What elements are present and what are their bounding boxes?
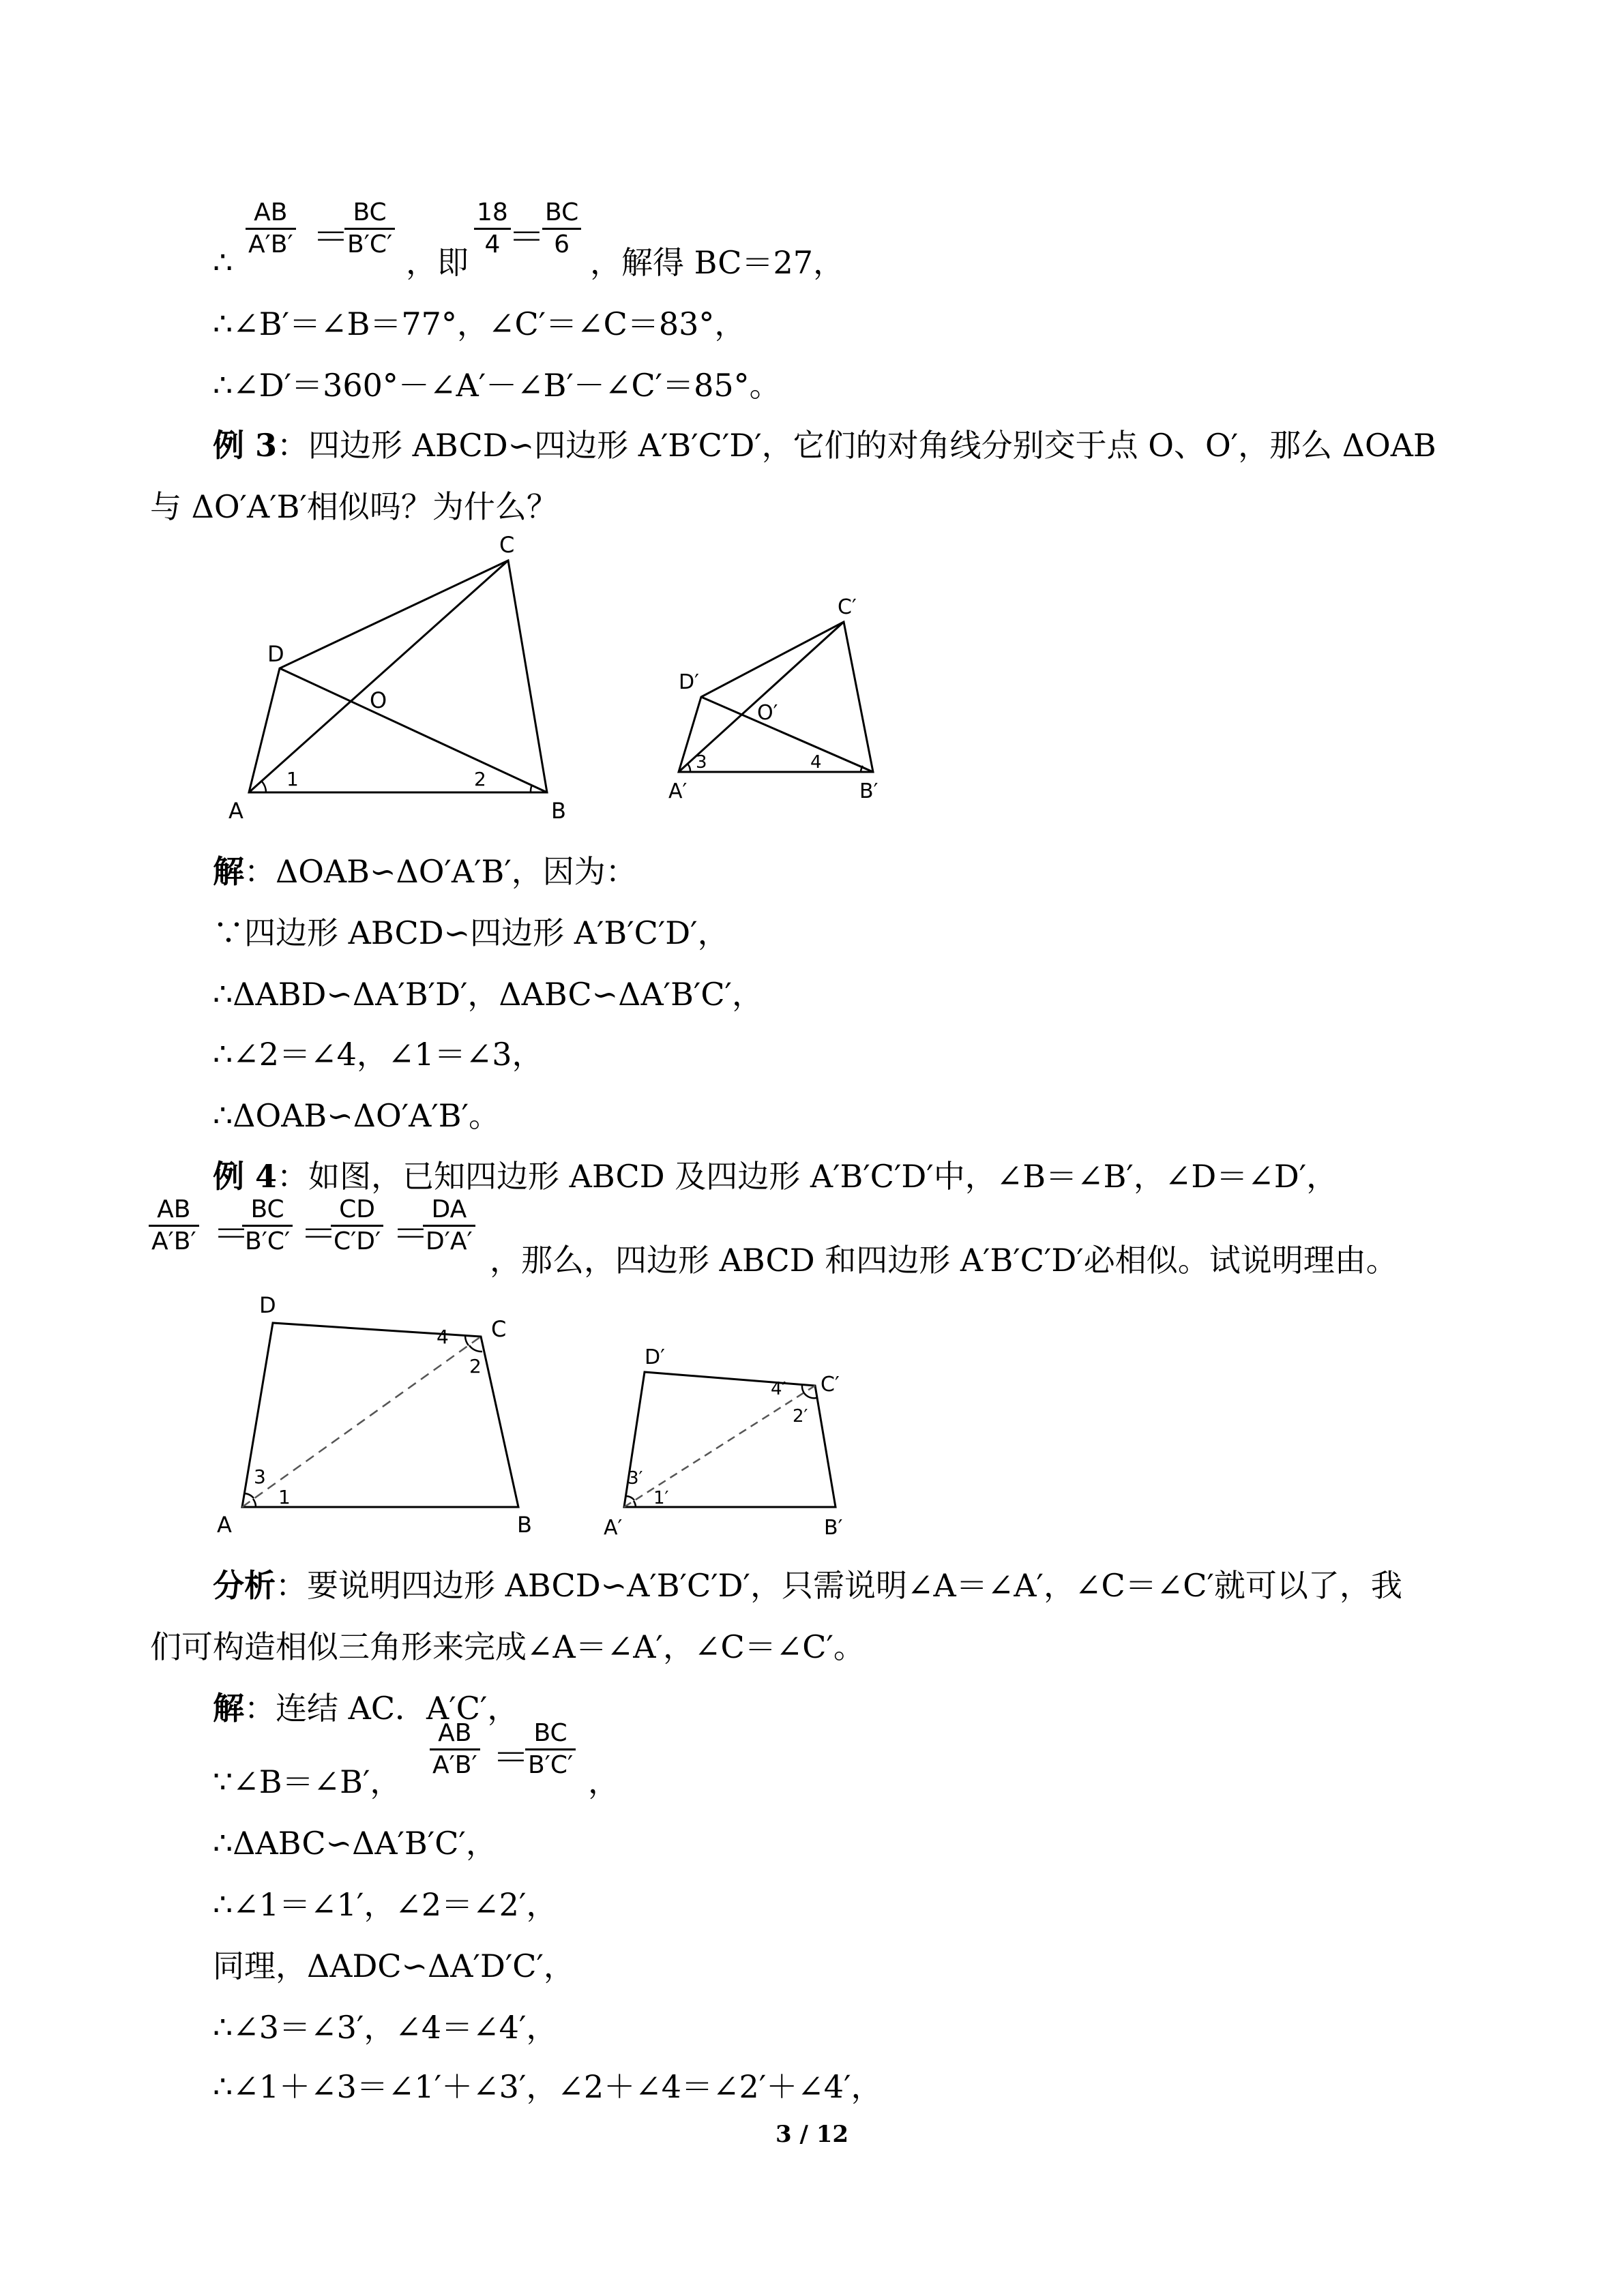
label-b: B — [517, 1512, 532, 1538]
line-1-mid: ，即 — [406, 244, 469, 281]
label-o': O′ — [757, 701, 778, 725]
solution-3-step-1: ∵四边形 ABCD∽四边形 A′B′C′D′， — [213, 914, 729, 951]
label-c: C — [499, 532, 515, 558]
fraction-bc-over-b'c': $\frac{BC}{B'C'}$ — [242, 1195, 293, 1257]
example-3-label: 例 3 — [213, 427, 278, 464]
solution-3-line: 解：ΔOAB∽ΔO′A′B′，因为： — [213, 853, 637, 890]
fraction-ab-over-a'b': $\frac{AB}{A'B'}$ — [149, 1195, 199, 1257]
line-2: ∴∠B′＝∠B＝77°，∠C′＝∠C＝83°， — [213, 305, 746, 342]
example-4-line-1: 例 4：如图，已知四边形 ABCD 及四边形 A′B′C′D′中，∠B＝∠B′，∠D＝∠D′， — [213, 1158, 1338, 1195]
quad-abcd-outline — [249, 561, 547, 792]
angle-3-label: 3 — [696, 752, 707, 773]
solution-3-step-2: ∴ΔABD∽ΔA′B′D′，ΔABC∽ΔA′B′C′， — [213, 976, 763, 1013]
equals-sign: ＝ — [492, 1736, 529, 1779]
fraction-bc-over-b'c': $\frac{BC}{B'C'}$ — [525, 1718, 576, 1780]
label-d': D′ — [679, 670, 699, 694]
dashed-diagonal-a'c' — [624, 1386, 815, 1507]
label-o: O — [370, 687, 387, 713]
solution-3-step-3: ∴∠2＝∠4，∠1＝∠3， — [213, 1036, 544, 1073]
label-c': C′ — [838, 595, 857, 619]
angle-2-arc — [531, 785, 532, 792]
solution-4-step-2: ∴ΔABC∽ΔA′B′C′， — [213, 1825, 497, 1862]
angle-1-arc — [253, 1499, 256, 1507]
line-1-suffix: ，解得 BC＝27， — [590, 244, 845, 281]
figure-quad-abcd-ex4 — [211, 1285, 552, 1545]
fraction-18-over-4: $\frac{18}{4}$ — [474, 198, 511, 260]
label-a': A′ — [668, 779, 688, 803]
solution-4-step-1-prefix: ∵∠B＝∠B′， — [213, 1763, 402, 1800]
diagonal-ac — [249, 561, 508, 792]
solution-4-step-1-suffix: ， — [588, 1763, 619, 1800]
example-4-line-2: ，那么，四边形 ABCD 和四边形 A′B′C′D′必相似。试说明理由。 — [490, 1242, 1398, 1279]
angle-4-label: 4 — [810, 752, 822, 773]
fraction-bc-over-b'c': $\frac{BC}{B'C'}$ — [344, 198, 395, 260]
label-a: A — [228, 798, 243, 824]
label-a': A′ — [604, 1516, 623, 1540]
angle-1'-label: 1′ — [653, 1488, 669, 1508]
angle-1-label: 1 — [286, 768, 299, 790]
analysis-line-1: 分析：要说明四边形 ABCD∽A′B′C′D′，只需说明∠A＝∠A′，∠C＝∠C′就可以了，我 — [213, 1567, 1402, 1604]
solution-3-step-4: ∴ΔOAB∽ΔO′A′B′。 — [213, 1097, 501, 1134]
figure-quad-abcd — [218, 532, 600, 825]
example-3-line-1: 例 3：四边形 ABCD∽四边形 A′B′C′D′，它们的对角线分别交于点 O、O′，那么 ΔOAB — [213, 427, 1436, 464]
solution-4-line: 解：连结 AC．A′C′， — [213, 1690, 519, 1727]
solution-4-step-3: ∴∠1＝∠1′，∠2＝∠2′， — [213, 1886, 558, 1923]
solution-4-label: 解 — [213, 1690, 244, 1727]
equals-sign: ＝ — [392, 1212, 429, 1255]
line-1-prefix: ∴ — [213, 244, 233, 281]
label-d: D — [259, 1292, 276, 1318]
fraction-cd-over-c'd': $\frac{CD}{C'D'}$ — [331, 1195, 383, 1257]
figure-quad-abcd-prime — [655, 586, 914, 805]
analysis-label: 分析 — [213, 1567, 276, 1604]
analysis-line-2: 们可构造相似三角形来完成∠A＝∠A′，∠C＝∠C′。 — [150, 1628, 865, 1665]
diagonal-b'd' — [701, 697, 873, 772]
fraction-bc-over-6: $\frac{BC}{6}$ — [542, 198, 581, 260]
angle-4'-arc — [802, 1385, 804, 1393]
quad-prime-outline — [679, 622, 873, 772]
angle-1-arc — [262, 781, 266, 792]
solution-4-step-6: ∴∠1＋∠3＝∠1′＋∠3′，∠2＋∠4＝∠2′＋∠4′， — [213, 2068, 883, 2105]
equals-sign: ＝ — [508, 215, 545, 258]
equals-sign: ＝ — [300, 1212, 337, 1255]
angle-2-label: 2 — [469, 1355, 482, 1377]
label-b': B′ — [859, 779, 879, 803]
angle-2-arc — [469, 1345, 482, 1352]
angle-1-label: 1 — [278, 1486, 291, 1508]
angle-3'-arc — [626, 1496, 634, 1500]
label-a: A — [217, 1512, 232, 1538]
label-b': B′ — [824, 1516, 843, 1540]
page-number: 3 / 12 — [775, 2121, 849, 2148]
fraction-ab-over-a'b': $\frac{AB}{A'B'}$ — [246, 198, 296, 260]
label-b: B — [551, 798, 566, 824]
angle-3-arc — [688, 764, 690, 772]
angle-2-label: 2 — [474, 768, 486, 790]
label-d: D — [267, 641, 284, 667]
dashed-diagonal-ac — [242, 1337, 481, 1507]
example-4-label: 例 4 — [213, 1158, 278, 1195]
angle-4-arc — [465, 1336, 469, 1345]
angle-3-label: 3 — [254, 1465, 266, 1488]
example-3-line-2: 与 ΔO′A′B′相似吗？为什么？ — [150, 488, 558, 525]
angle-2'-arc — [804, 1393, 816, 1398]
angle-2'-label: 2′ — [793, 1406, 808, 1427]
equals-sign: ＝ — [213, 1212, 250, 1255]
solution-4-step-4: 同理，ΔADC∽ΔA′D′C′， — [213, 1948, 575, 1984]
angle-4'-label: 4′ — [771, 1379, 786, 1399]
figure-quad-abcd-prime-ex4 — [600, 1337, 873, 1541]
fraction-ab-over-a'b': $\frac{AB}{A'B'}$ — [430, 1718, 480, 1780]
label-d': D′ — [645, 1345, 665, 1369]
label-c': C′ — [821, 1373, 840, 1397]
label-c: C — [491, 1316, 507, 1342]
equals-sign: ＝ — [312, 215, 349, 258]
solution-4-step-5: ∴∠3＝∠3′，∠4＝∠4′， — [213, 2009, 558, 2046]
angle-4-label: 4 — [437, 1326, 449, 1348]
solution-3-label: 解 — [213, 853, 244, 890]
angle-3-arc — [244, 1493, 254, 1498]
angle-3'-label: 3′ — [628, 1468, 643, 1489]
fraction-da-over-d'a': $\frac{DA}{D'A'}$ — [423, 1195, 475, 1257]
line-3: ∴∠D′＝360°－∠A′－∠B′－∠C′＝85°。 — [213, 367, 781, 404]
